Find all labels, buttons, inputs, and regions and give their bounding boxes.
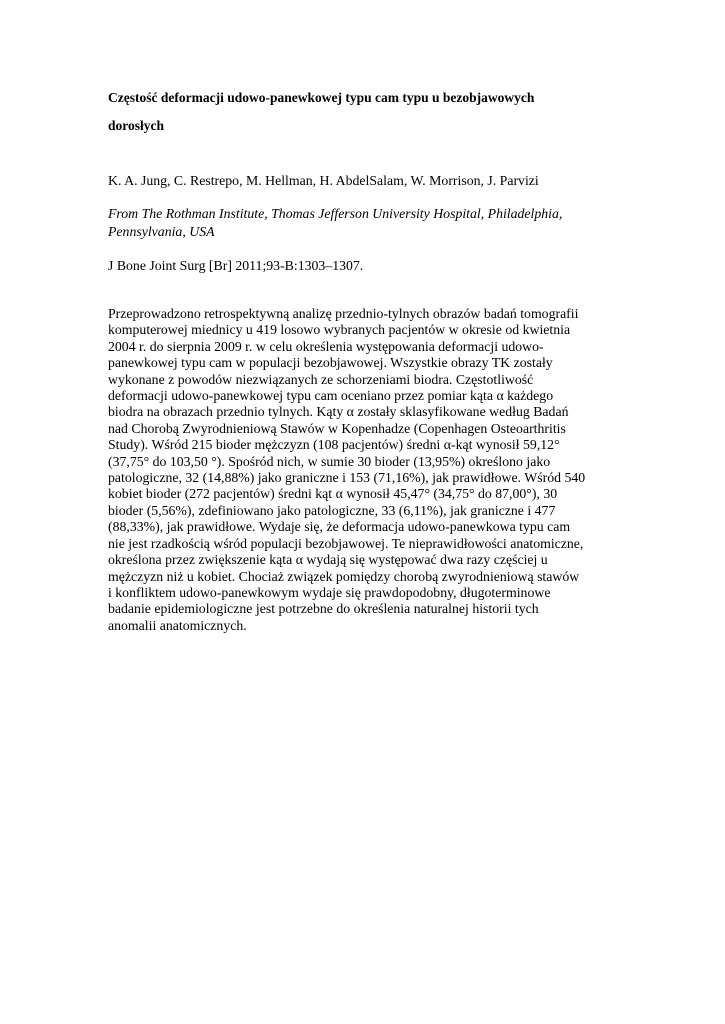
title-line: dorosłych bbox=[108, 118, 165, 133]
abstract-body bbox=[108, 306, 585, 634]
abstract-line: deformacji udowo-panewkowej typu cam oceniano przez pomiar kąta α każdego bbox=[108, 388, 554, 404]
abstract-line: badanie epidemiologiczne jest potrzebne do określenia naturalnej historii tych bbox=[108, 601, 539, 617]
abstract-line: mężczyzn niż u kobiet. Chociaż związek pomiędzy chorobą zwyrodnieniową stawów bbox=[108, 568, 580, 584]
journal-citation: J Bone Joint Surg [Br] 2011;93-B:1303–1307. bbox=[108, 258, 364, 273]
affiliation-line: Pennsylvania, USA bbox=[108, 224, 215, 239]
abstract-line: patologiczne, 32 (14,88%) jako graniczne i 153 (71,16%), jak prawidłowe. Wśród 540 bbox=[108, 470, 586, 486]
abstract-line: nie jest rzadkością wśród populacji bezobjawowej. Te nieprawidłowości anatomiczne, bbox=[108, 535, 584, 551]
abstract-line: komputerowej miednicy u 419 losowo wybranych pacjentów w okresie od kwietnia bbox=[108, 322, 571, 338]
abstract-line: określona przez zwiększenie kąta α wydają się występować dwa razy częściej u bbox=[108, 552, 548, 568]
title-line: Częstość deformacji udowo-panewkowej typu cam typu u bezobjawowych bbox=[108, 90, 535, 105]
abstract-line: Przeprowadzono retrospektywną analizę przednio-tylnych obrazów badań tomografii bbox=[108, 306, 579, 321]
author-list: K. A. Jung, C. Restrepo, M. Hellman, H. AbdelSalam, W. Morrison, J. Parvizi bbox=[108, 173, 539, 188]
abstract-line: (37,75° do 103,50 °). Spośród nich, w sumie 30 bioder (13,95%) określono jako bbox=[108, 453, 551, 469]
affiliation bbox=[108, 205, 562, 241]
abstract-line: biodra na obrazach przednio tylnych. Kąty α zostały sklasyfikowane według Badań bbox=[108, 404, 569, 420]
abstract-line: i konfliktem udowo-panewkowym wydaje się prawdopodobny, długoterminowe bbox=[108, 584, 551, 600]
abstract-line: Study). Wśród 215 bioder mężczyzn (108 pacjentów) średni α-kąt wynosił 59,12° bbox=[108, 437, 560, 453]
abstract-line: anomalii anatomicznych. bbox=[108, 617, 247, 633]
abstract-line: nad Chorobą Zwyrodnieniową Stawów w Kopenhadze (Copenhagen Osteoarthritis bbox=[108, 420, 566, 436]
abstract-line: panewkowej typu cam w populacji bezobjawowej. Wszystkie obrazy TK zostały bbox=[108, 355, 553, 371]
abstract-line: bioder (5,56%), zdefiniowano jako patologiczne, 33 (6,11%), jak graniczne i 477 bbox=[108, 502, 556, 518]
abstract-line: kobiet bioder (272 pacjentów) średni kąt α wynosił 45,47° (34,75° do 87,00°), 30 bbox=[108, 486, 558, 502]
abstract-line: 2004 r. do sierpnia 2009 r. w celu określenia występowania deformacji udowo- bbox=[108, 338, 544, 354]
article-title bbox=[108, 84, 608, 140]
abstract-line: (88,33%), jak prawidłowe. Wydaje się, że deformacja udowo-panewkowa typu cam bbox=[108, 519, 571, 535]
abstract-line: wykonane z powodów niezwiązanych ze schorzeniami biodra. Częstotliwość bbox=[108, 371, 534, 387]
affiliation-line: From The Rothman Institute, Thomas Jefferson University Hospital, Philadelphia, bbox=[108, 206, 563, 221]
